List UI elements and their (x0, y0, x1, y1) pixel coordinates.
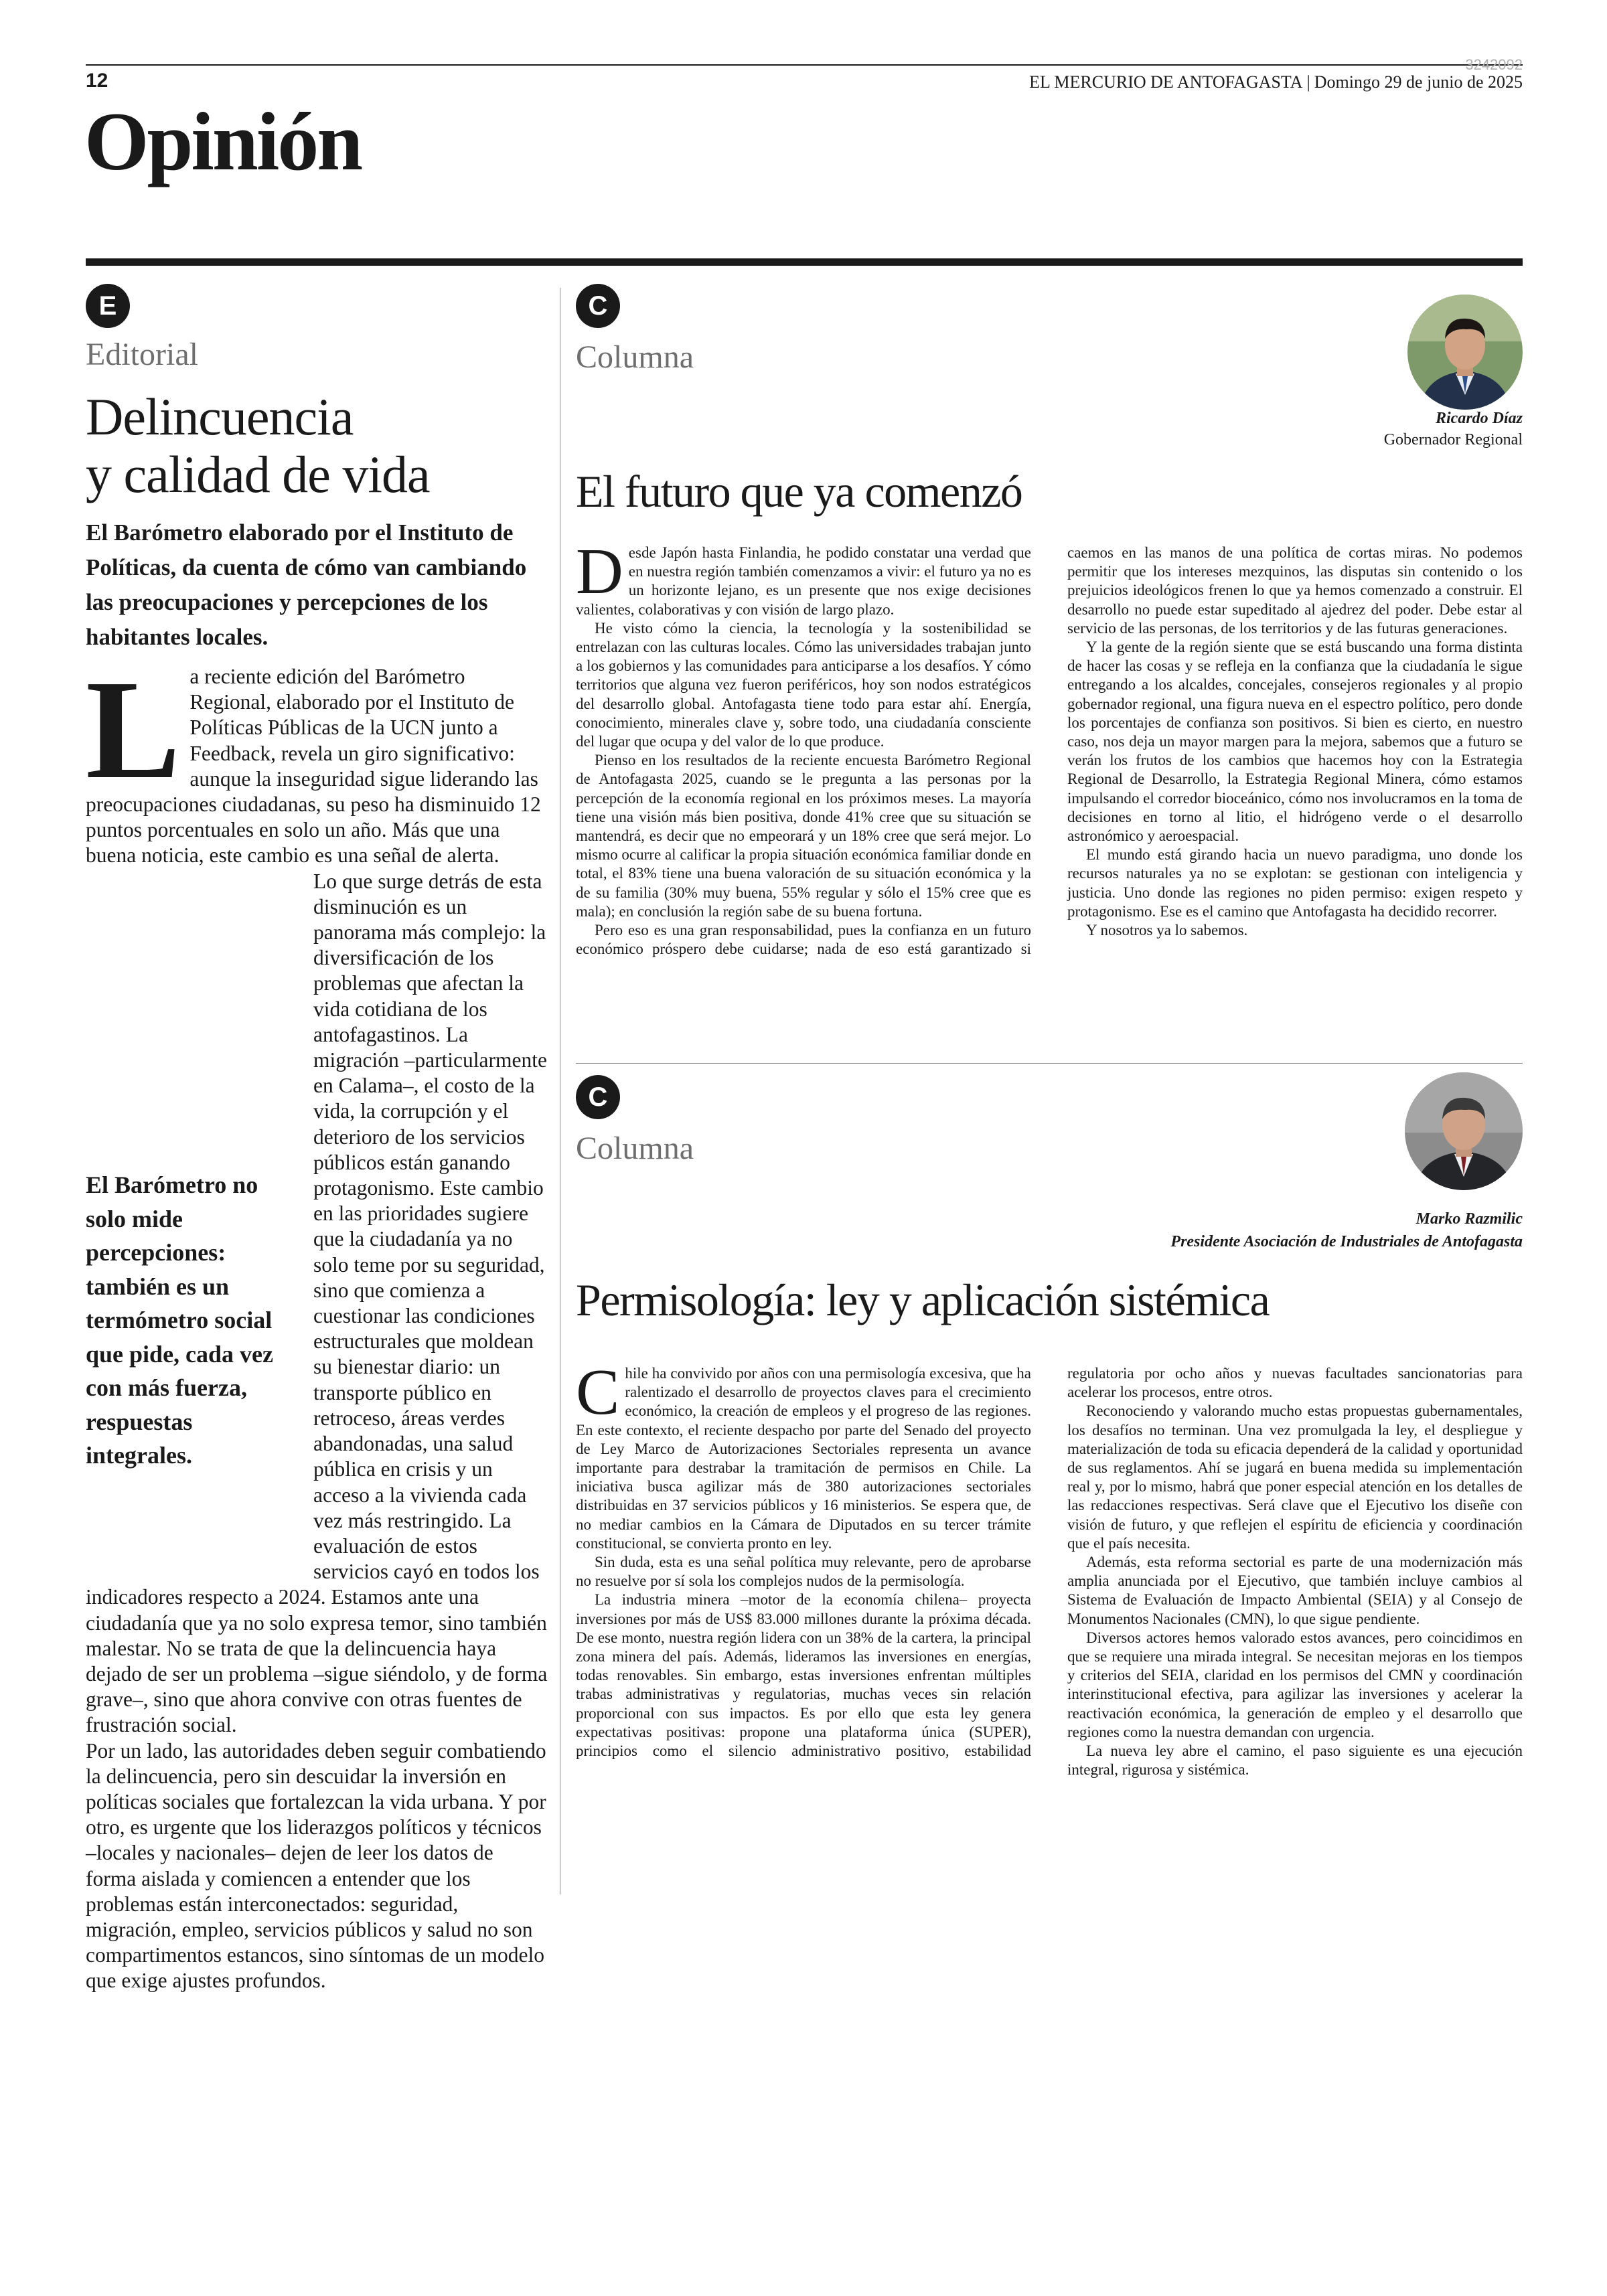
column-body (576, 536, 1523, 1059)
page-number: 12 (86, 70, 108, 92)
editorial-title-line1: Delincuencia (86, 388, 354, 446)
avatar-icon (1405, 1072, 1523, 1190)
editorial-title-line2: y calidad de vida (86, 445, 430, 503)
editorial-paragraph: Lo que surge detrás de esta disminución es un panorama más complejo: la diversificación de los problemas que afectan la vida cotidiana de los antofagastinos. La migración –particularmente en Calama–, el costo de la vida, la corrupción y el deterioro de los servicios públicos están ganando protagonismo. Este cambio en las prioridades sugiere que la ciudadanía ya no solo teme por su seguridad, sino que comienza a cuestionar las condiciones estructurales que moldean su bienestar diario: un transporte público en retroceso, áreas verdes abandonadas, una salud pública en crisis y un acceso a la vivienda cada vez más restringido. La evaluación de estos servicios cayó en todos los indicadores respecto a 2024. Estamos ante una ciudadanía que ya no solo expresa temor, sino también malestar. No se trata de que la delincuencia haya dejado de ser un problema –sigue siéndolo, y de forma grave–, sino que ahora convive con otras fuentes de frustración social. (86, 869, 548, 1737)
column-paragraph: Reconociendo y valorando mucho estas propuestas gubernamentales, los desafíos no terminan. Una vez promulgada la ley, el despliegue y materialización de toda su eficacia dependerá de la calidad y oportunidad de sus reglamentos. Ahí se jugará en buena medida su implementación real y, por lo mismo, habrá que poner especial atención en los detalles de las redacciones respectivas. Será clave que el Ejecutivo los diseñe con visión de futuro, y que reflejen el espíritu de eficiencia y coordinación que el país necesita. (1067, 1402, 1523, 1552)
author-name: Ricardo Díaz (1435, 410, 1523, 427)
column-paragraph: Diversos actores hemos valorado estos avances, pero coincidimos en que se requiere una mirada integral. Se necesitan mejoras en los tiempos y criterios del SEIA, claridad en los permisos del CMN y coordinación interinstitucional efectiva, para agilizar las inversiones y acelerar la reactivación económica, la generación de empleo y el desarrollo que regiones como la nuestra demandan con urgencia. (1067, 1629, 1523, 1740)
column-paragraph: Pero eso es una gran responsabilidad, pues la confianza en un futuro económico próspero debe cuidarse; nada de eso está garantizado si caemos en las manos de una política de cortas miras. No podemos permitir que los intereses mezquinos, las disputas sin contenido o los prejuicios ideológicos frenen lo que ya hemos comenzado a construir. El desarrollo no puede estar supeditado al ajedrez del poder. Debe estar al servicio de las personas, de los territorios y de las futuras generaciones. (576, 544, 1523, 958)
row-divider (576, 1063, 1523, 1064)
column-dropcap: C (576, 1356, 620, 1428)
editorial-kicker: Editorial (86, 337, 198, 372)
pull-quote: El Barómetro no solo mide percepciones: también es un termómetro social que pide, cada vez con más fuerza, respuestas integrales. (86, 1171, 274, 1469)
page-code: 3242092 (1465, 56, 1523, 73)
author-name: Marko Razmilic (1415, 1210, 1523, 1228)
newspaper-name: EL MERCURIO DE ANTOFAGASTA (1029, 72, 1303, 92)
avatar-icon (1407, 295, 1523, 410)
editorial-lead: El Barómetro elaborado por el Instituto de Políticas, da cuenta de cómo van cambiando las preocupaciones y percepciones de los habitantes locales. (86, 519, 527, 650)
editorial-title (86, 388, 554, 503)
column-paragraph: Además, esta reforma sectorial es parte de una modernización más amplia anunciada por el Ejecutivo, que también incluye cambios al Sistema de Evaluación de Impacto Ambiental (SEIA) y al Consejo de Monumentos Nacionales (CMN), lo que sigue pendiente. (1067, 1554, 1523, 1627)
author-role: Gobernador Regional (1383, 431, 1523, 448)
column-badge: C (576, 1075, 620, 1119)
issue-date: Domingo 29 de junio de 2025 (1314, 72, 1523, 92)
column-paragraph: El mundo está girando hacia un nuevo paradigma, uno donde los recursos naturales ya no se explotan: se gestionan con inteligencia y justicia. Uno donde las regiones no piden permiso: exigen respeto y protagonismo. Ese es el camino que Antofagasta ha decidido recorrer. (1067, 846, 1523, 920)
author-photo-marko-razmilic (1405, 1072, 1523, 1190)
editorial-dropcap: L (86, 651, 181, 808)
column-paragraph: Sin duda, esta es una señal política muy relevante, pero de aprobarse no resuelve por sí sola los complejos nudos de la permisología. (576, 1554, 1031, 1590)
header-rule (86, 64, 1523, 66)
editorial-badge: E (86, 284, 130, 328)
column-paragraph: La nueva ley abre el camino, el paso siguiente es una ejecución integral, rigurosa y sistémica. (1067, 1742, 1523, 1779)
masthead-separator: | (1306, 72, 1310, 92)
column-kicker: Columna (576, 339, 694, 375)
column-paragraph: He visto cómo la ciencia, la tecnología y la sostenibilidad se entrelazan con las culturas locales. Cómo las universidades trabajan junto a los gobiernos y las comunidades para anticiparse a los desafíos. Y cómo territorios que alguna vez fueron periféricos, hoy son nodos estratégicos del desarrollo global. Antofagasta tiene todo para estar ahí. Energía, conocimiento, minerales clave y, sobre todo, una ciudadanía consciente del lugar que ocupa y del valor de lo que produce. (576, 619, 1031, 750)
column-paragraph: Pienso en los resultados de la reciente encuesta Barómetro Regional de Antofagasta 2025, cuando se le pregunta a las personas por la percepción de la economía regional en los próximos meses. La mayoría tiene una visión más bien positiva, donde 41% cree que su situación se mantendrá, es decir que no empeorará y un 18% cree que será mejor. Lo mismo ocurre al calificar la propia situación económica familiar donde en total, el 83% tiene una buena valoración de su situación económica y la de su familia (30% muy buena, 55% regular y sólo el 15% cree que es mala); en conclusión la región sabe de su buena fortuna. (576, 752, 1031, 920)
column-paragraph: Y la gente de la región siente que se está buscando una forma distinta de hacer las cosas y se refleja en la confianza que la ciudadanía le sigue entregando a los alcaldes, concejales, consejeros regionales y al propio gobernador regional, una figura nueva en el espectro político, pero donde los porcentajes de confianza son positivos. Si bien es cierto, en nuestro caso, nos deja un mayor margen para la mejora, sabemos que a futuro se verán los frutos de los cambios que hacemos hoy con la Estrategia Regional de Desarrollo, la Estrategia Regional Minera, cómo estamos impulsando el corredor bioceánico, cómo nos involucramos en la toma de decisiones en torno al litio, el hidrógeno verde o el desarrollo astronómico y aeroespacial. (1067, 639, 1523, 845)
section-rule (86, 258, 1523, 266)
column-badge: C (576, 284, 620, 328)
author-photo-ricardo-diaz (1407, 295, 1523, 410)
masthead (1029, 72, 1523, 92)
column-title: Permisología: ley y aplicación sistémica (576, 1275, 1270, 1325)
column-paragraph: Desde Japón hasta Finlandia, he podido constatar una verdad que en nuestra región también comenzamos a vivir: el futuro ya no es un horizonte lejano, es un presente que nos exige decisiones valientes, colaborativas y con visión de largo plazo. (576, 536, 1031, 618)
column-paragraph: Y nosotros ya lo sabemos. (1086, 922, 1248, 939)
column-body (576, 1356, 1523, 1913)
section-title: Opinión (84, 96, 362, 187)
column-title: El futuro que ya comenzó (576, 466, 1022, 517)
editorial-paragraph: La reciente edición del Barómetro Regional, elaborado por el Instituto de Políticas Públicas de la UCN junto a Feedback, revela un giro significativo: aunque la inseguridad sigue liderando las preocupaciones ciudadanas, su peso ha disminuido 12 puntos porcentuales en solo un año. Más que una buena noticia, este cambio es una señal de alerta. (86, 651, 541, 868)
editorial-paragraph: Por un lado, las autoridades deben seguir combatiendo la delincuencia, pero sin descuidar la inversión en políticas sociales que fortalezcan la vida urbana. Y por otro, es urgente que los liderazgos políticos y técnicos –locales y nacionales– dejen de leer los datos de forma aislada y comiencen a entender que los problemas están interconectados: seguridad, migración, empleo, servicios públicos y salud no son compartimentos estancos, sino síntomas de un modelo que exige ajustes profundos. (86, 1738, 546, 1993)
column-paragraph: La industria minera –motor de la economía chilena– proyecta inversiones por más de US$ 83.000 millones durante la próxima década. De ese monto, nuestra región lidera con un 38% de la cartera, la principal zona minera del país. Además, lideramos las inversiones en energías, todas renovables. Sin embargo, estas inversiones enfrentan múltiples trabas administrativas y regulatorias, muchas veces sin relación proporcional con sus impactos. Es por ello que esta ley genera expectativas positivas: propone una plataforma única (SUPER), principios como el silencio administrativo positivo, estabilidad regulatoria por ocho años y nuevas facultades sancionatorias para acelerar los procesos, entre otros. (576, 1365, 1523, 1760)
column-kicker: Columna (576, 1131, 694, 1166)
column-dropcap: D (576, 536, 623, 608)
author-role: Presidente Asociación de Industriales de Antofagasta (1170, 1233, 1523, 1250)
column-paragraph: Chile ha convivido por años con una permisología excesiva, que ha ralentizado el desarrollo de proyectos claves para el crecimiento económico, la creación de empleos y el progreso de las regiones. En este contexto, el reciente despacho por parte del Senado del proyecto de Ley Marco de Autorizaciones Sectoriales representa un avance importante para destrabar la tramitación de permisos en Chile. La iniciativa busca agilizar más de 380 autorizaciones sectoriales distribuidas en 37 servicios públicos y 16 ministerios. Se espera que, de no mediar cambios en la Cámara de Diputados en su tercer trámite constitucional, se convierta pronto en ley. (576, 1356, 1031, 1552)
